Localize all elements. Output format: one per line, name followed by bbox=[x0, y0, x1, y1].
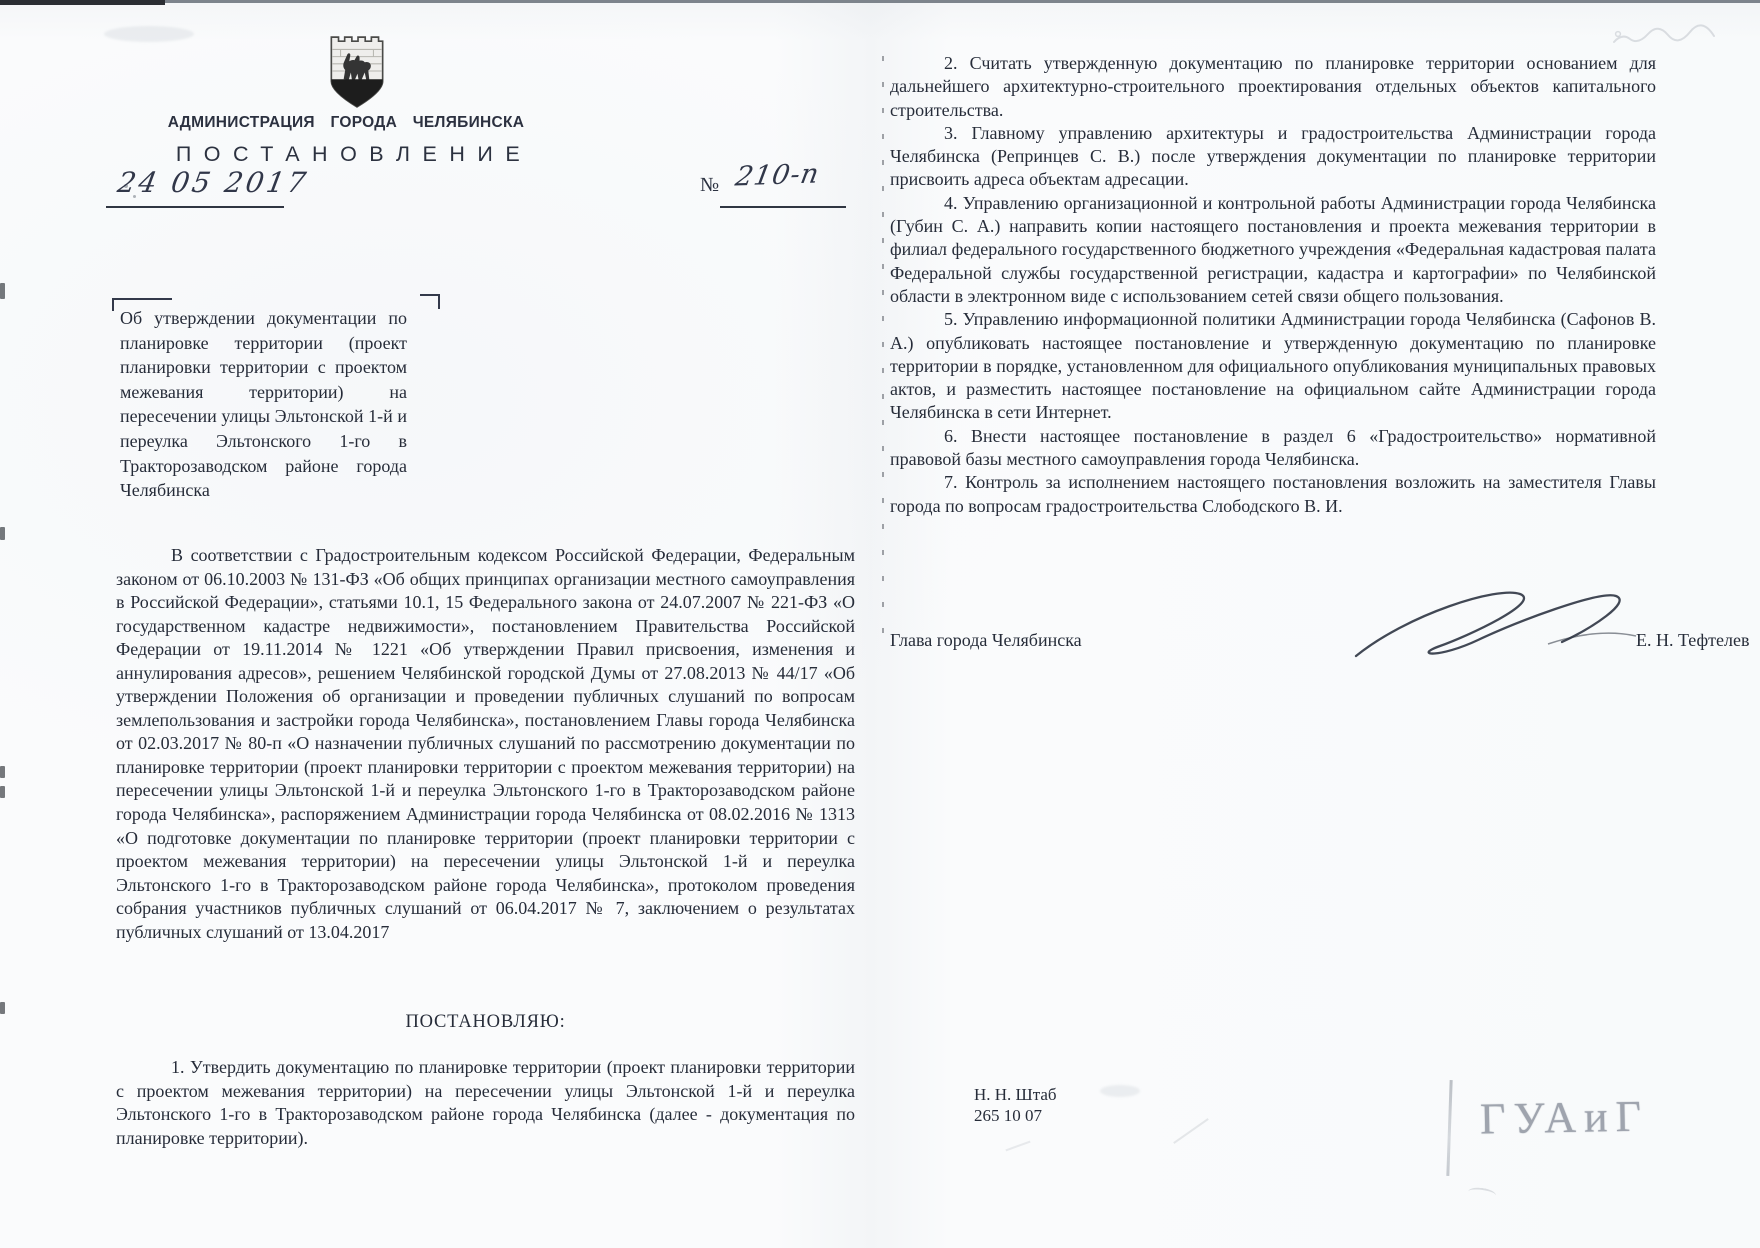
resolution-item-4: 4. Управлению организационной и контрольной работы Администрации города Челябинска (Губин С. А.) направить копии настоящего постановления и проекта межевания территории в филиал федерального государственного бюджетного учреждения «Федеральная кадастровая палата Федеральной службы государственной регистрации, кадастра и картографии» по Челябинской области в электронном виде с использованием сетей связи общего пользования. bbox=[890, 192, 1656, 306]
signatory-position: Глава города Челябинска bbox=[890, 630, 1082, 650]
executor-block bbox=[974, 1084, 1057, 1126]
number-label: № bbox=[700, 174, 720, 196]
executor-name: Н. Н. Штаб bbox=[974, 1085, 1057, 1104]
resolution-item-6: 6. Внести настоящее постановление в раздел 6 «Градостроительство» нормативной правовой базы местного самоуправления города Челябинска. bbox=[890, 425, 1656, 470]
scan-edge-mark bbox=[0, 527, 5, 540]
title-corner-bracket-right bbox=[420, 294, 440, 309]
scan-edge-mark bbox=[0, 283, 5, 299]
resolution-item-2: 2. Считать утвержденную документацию по планировке территории основанием для дальнейшего архитектурно-строительного проектирования отдельных объектов капитального строительства. bbox=[890, 53, 1656, 120]
right-page-items bbox=[890, 52, 1656, 518]
number-underline bbox=[720, 206, 846, 208]
stamp-tail-mark bbox=[1467, 1186, 1496, 1201]
preamble-paragraph: В соответствии с Градостроительным кодексом Российской Федерации, Федеральным законом от 06.10.2003 № 131-ФЗ «Об общих принципах организации местного самоуправления в Российской Федерации», статьями 10.1, 15 Федерального закона от 24.07.2007 № 221-ФЗ «О государственном кадастре недвижимости», постановлением Правительства Российской Федерации от 19.11.2014 № 1221 «Об утверждении Правил присвоения, изменения и аннулирования адресов», решением Челябинской городской Думы от 27.08.2013 № 44/17 «Об утверждении Положения об организации и проведении публичных слушаний по вопросам землепользования и застройки города Челябинска», постановлением Главы города Челябинска от 02.03.2017 № 80-п «О назначении публичных слушаний по рассмотрению документации по планировке территории (проект планировки территории с проектом межевания территории) на пересечении улицы Эльтонской 1-й и переулка Эльтонского 1-го в Тракторозаводском районе города Челябинска», распоряжением Администрации города Челябинска от 08.02.2016 № 1313 «О подготовке документации по планировке территории (проект планировки территории с проектом межевания территории) на пересечении улицы Эльтонской 1-й и переулка Эльтонского 1-го в Тракторозаводском районе города Челябинска», протоколом проведения собрания участников публичных слушаний от 06.04.2017 № 7, заключением о результатах публичных слушаний от 13.04.2017 bbox=[116, 545, 855, 942]
document-type-title: ПОСТАНОВЛЕНИЕ bbox=[175, 142, 533, 166]
stamp-edge-mark bbox=[1446, 1080, 1452, 1176]
pencil-scribble bbox=[1608, 20, 1744, 54]
resolution-item-3: 3. Главному управлению архитектуры и градостроительства Администрации города Челябинска (Репринцев С. В.) после утверждения документации по планировке территории присвоить адреса объектам адресации. bbox=[890, 122, 1656, 190]
organization-name: АДМИНИСТРАЦИЯ ГОРОДА ЧЕЛЯБИНСКА bbox=[167, 114, 525, 131]
department-stamp: ГУАиГ bbox=[1479, 1091, 1650, 1144]
handwritten-date: 24 05 2017 bbox=[115, 166, 312, 199]
document-title-block: Об утверждении документации по планировке территории (проект планировки территории с проектом межевания территории) на пересечении улицы Эльтонской 1-й и переулка Эльтонского 1-го в Тракторозаводском районе города Челябинска bbox=[120, 308, 407, 501]
resolution-item-1: 1. Утвердить документацию по планировке территории (проект планировки территории с проектом межевания территории) на пересечении улицы Эльтонской 1-й и переулка Эльтонского 1-го в Тракторозаводском районе города Челябинска (далее - документация по планировке территории). bbox=[116, 1057, 855, 1148]
resolution-item-7: 7. Контроль за исполнением настоящего постановления возложить на заместителя Главы города по вопросам градостроительства Слободского В. И. bbox=[890, 472, 1656, 516]
executor-phone: 265 10 07 bbox=[974, 1106, 1042, 1125]
scan-smudge bbox=[104, 26, 194, 42]
pencil-mark bbox=[1173, 1118, 1209, 1144]
handwritten-number: 210-п bbox=[732, 158, 823, 193]
scan-edge-mark bbox=[0, 1002, 5, 1014]
resolve-heading: ПОСТАНОВЛЯЮ: bbox=[405, 1012, 566, 1032]
scan-edge-mark bbox=[0, 786, 5, 798]
date-underline bbox=[106, 206, 284, 208]
signatory-name: Е. Н. Тефтелев bbox=[1636, 630, 1750, 650]
pencil-mark bbox=[1005, 1141, 1030, 1152]
scan-top-edge bbox=[0, 0, 1760, 3]
chelyabinsk-coat-of-arms-icon bbox=[328, 32, 386, 110]
scan-smudge bbox=[1100, 1085, 1140, 1097]
resolution-item-5: 5. Управлению информационной политики Администрации города Челябинска (Сафонов В. А.) опубликовать настоящее постановление и утвержденную документацию по планировке территории в порядке, установленном для официального опубликования муниципальных правовых актов, и разместить настоящее постановление на официальном сайте Администрации города Челябинска в сети Интернет. bbox=[890, 309, 1656, 423]
handwritten-signature bbox=[1348, 584, 1648, 674]
scan-edge-mark bbox=[0, 766, 5, 778]
scan-top-edge-dark bbox=[0, 0, 165, 5]
page-fold-dashed-line bbox=[882, 56, 884, 638]
